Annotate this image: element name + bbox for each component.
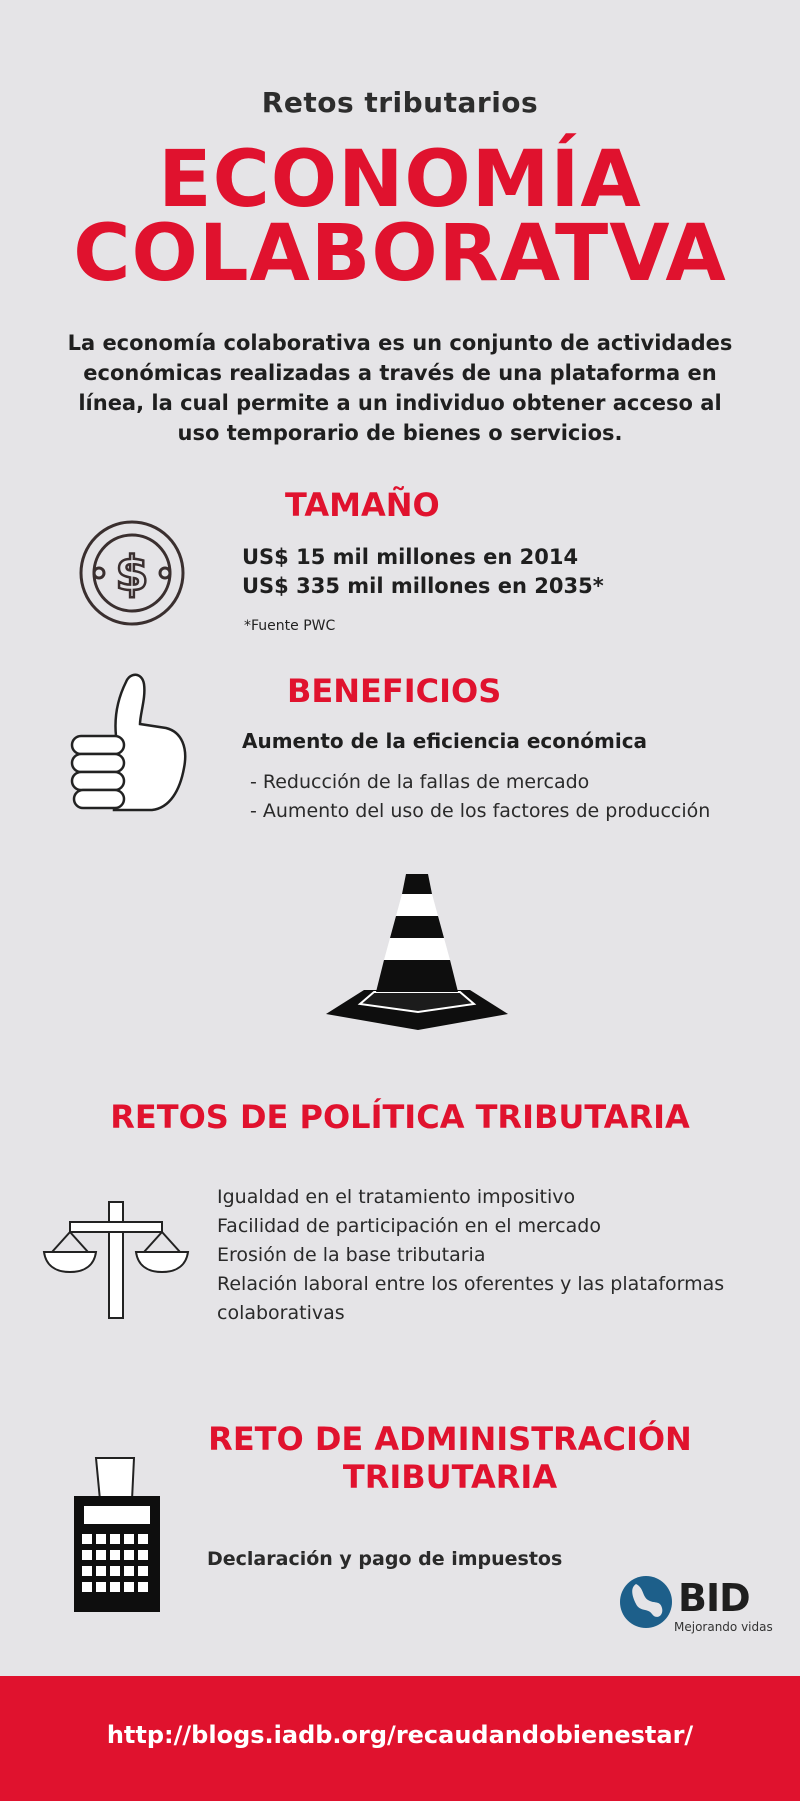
scales-icon — [42, 1200, 192, 1322]
politica-item: colaborativas — [217, 1302, 345, 1324]
beneficio-item: - Reducción de la fallas de mercado — [250, 771, 590, 793]
footer-url-link[interactable]: http://blogs.iadb.org/recaudandobienestar/ — [106, 1721, 694, 1749]
main-title-line1: ECONOMÍA — [158, 135, 642, 225]
bid-logo-icon — [618, 1574, 674, 1630]
politica-item: Erosión de la base tributaria — [217, 1244, 486, 1266]
admin-item: Declaración y pago de impuestos — [207, 1548, 563, 1570]
bid-logo-text: BID — [678, 1576, 750, 1620]
retos-politica-title: RETOS DE POLÍTICA TRIBUTARIA — [110, 1098, 690, 1136]
tamano-title: TAMAÑO — [285, 486, 440, 524]
reto-admin-title: RETO DE ADMINISTRACIÓN TRIBUTARIA — [208, 1420, 692, 1496]
beneficios-title: BENEFICIOS — [287, 672, 502, 710]
source-note: *Fuente PWC — [244, 618, 336, 634]
intro-paragraph: La economía colaborativa es un conjunto de actividades económicas realizadas a través de una plataforma en línea, la cual permite a un individuo obtener acceso al uso temporario de bienes o servicios. — [67, 331, 733, 445]
calculator-icon — [72, 1456, 162, 1616]
main-title-line2: COLABORATVA — [73, 209, 727, 299]
politica-item: Igualdad en el tratamiento impositivo — [217, 1186, 576, 1208]
svg-text:$: $ — [115, 546, 149, 602]
beneficio-item: - Aumento del uso de los factores de producción — [250, 800, 711, 822]
bid-tagline: Mejorando vidas — [674, 1620, 773, 1634]
subtitle: Retos tributarios — [261, 86, 539, 119]
beneficios-subtitle: Aumento de la eficiencia económica — [242, 729, 648, 753]
size-2035: US$ 335 mil millones en 2035* — [242, 574, 604, 598]
politica-item: Facilidad de participación en el mercado — [217, 1215, 601, 1237]
traffic-cone-icon — [324, 872, 510, 1030]
thumbs-up-icon — [70, 668, 190, 816]
dollar-coin-icon — [77, 518, 187, 628]
size-2014: US$ 15 mil millones en 2014 — [242, 545, 579, 569]
politica-item: Relación laboral entre los oferentes y las plataformas — [217, 1273, 725, 1295]
